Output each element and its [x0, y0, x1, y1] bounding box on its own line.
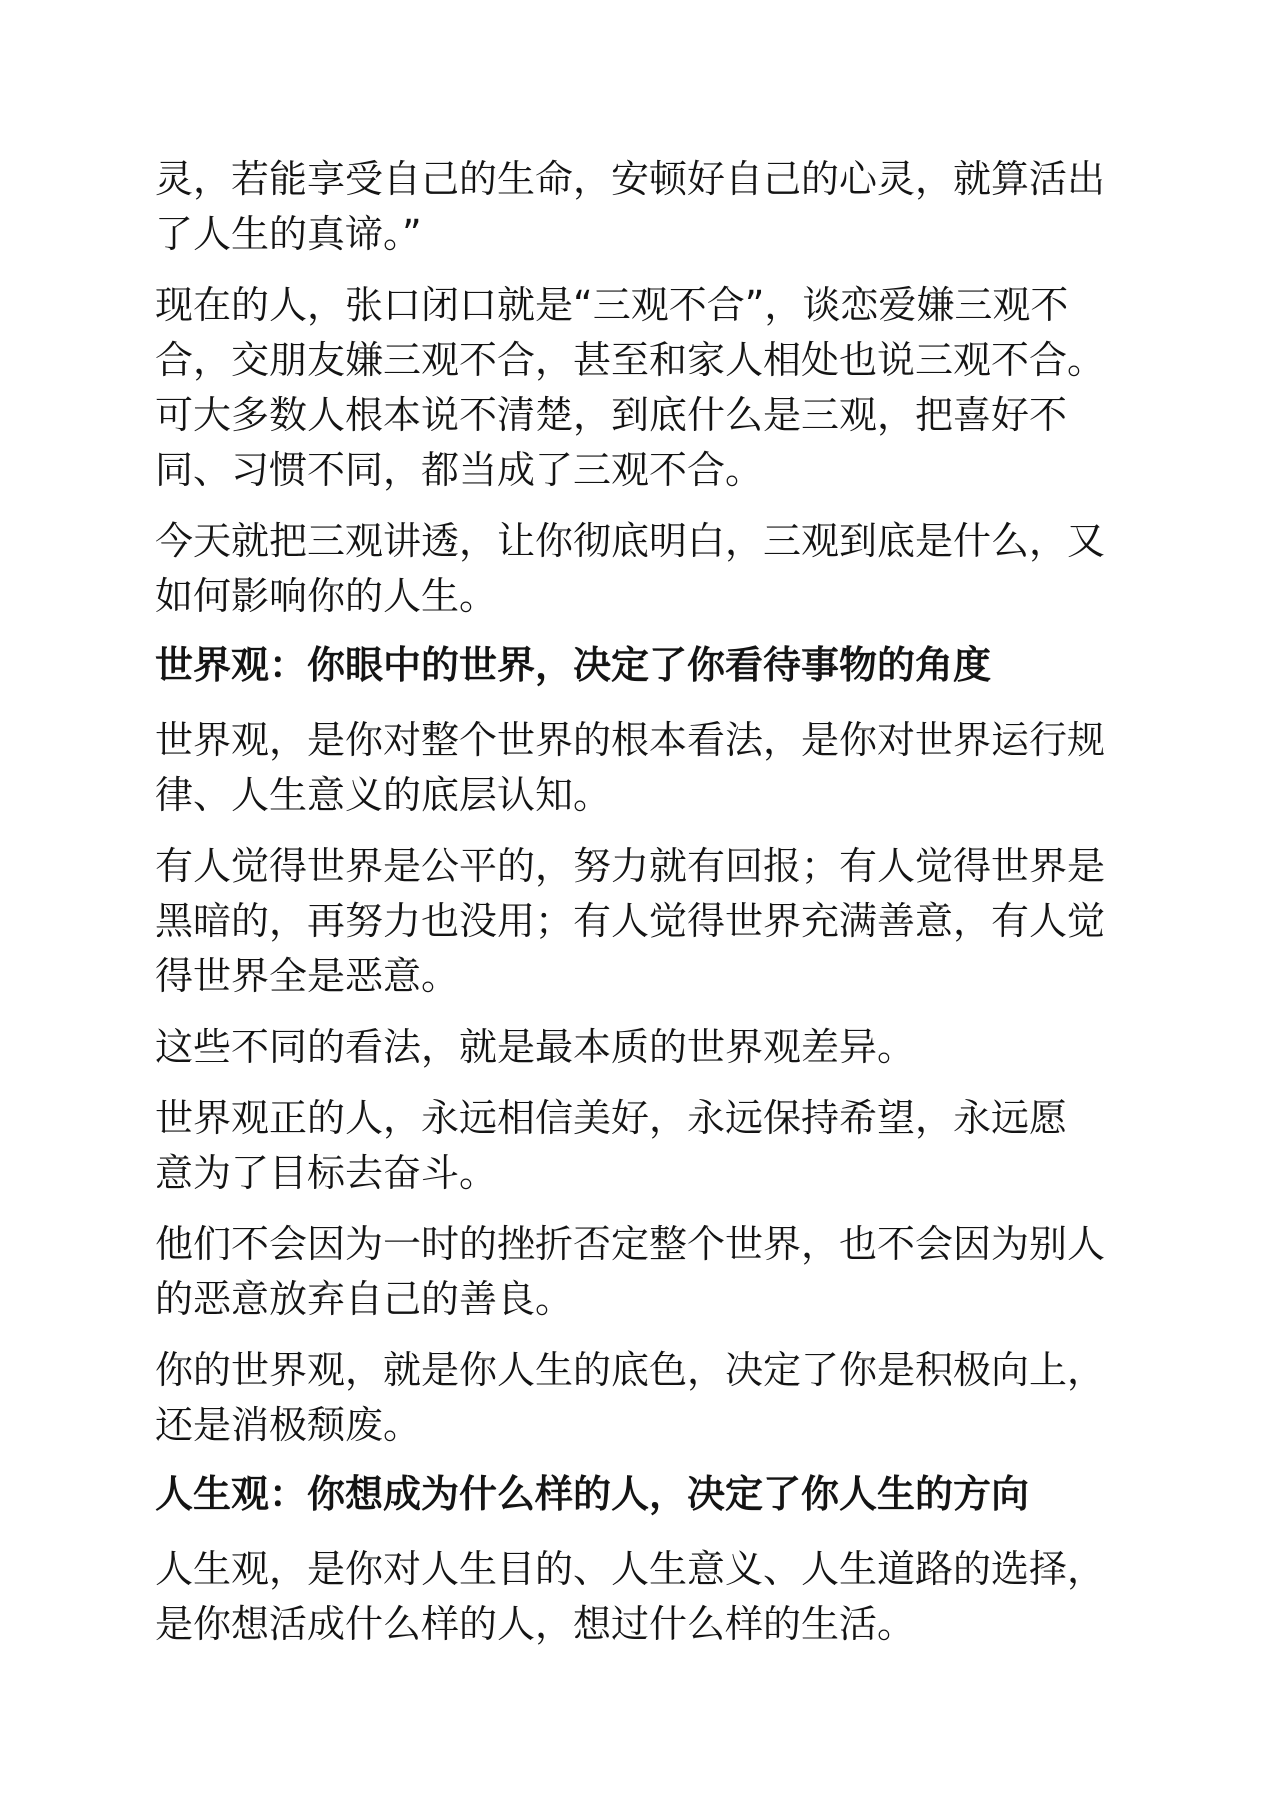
text-line: 律、人生意义的底层认知。 [155, 773, 612, 817]
text-line: 的恶意放弃自己的善良。 [155, 1277, 574, 1321]
article-body [155, 152, 1115, 1652]
paragraph-6 [155, 1020, 1115, 1075]
text-line: 是你想活成什么样的人，想过什么样的生活。 [155, 1602, 916, 1646]
section-heading-outlook-on-life: 人生观：你想成为什么样的人，决定了你人生的方向 [155, 1472, 1030, 1516]
paragraph-1 [155, 152, 1115, 262]
text-line: 有人觉得世界是公平的，努力就有回报；有人觉得世界是 [155, 844, 1106, 888]
paragraph-7 [155, 1091, 1115, 1201]
text-line: 如何影响你的人生。 [155, 574, 498, 618]
text-line: 同、习惯不同，都当成了三观不合。 [155, 448, 764, 492]
paragraph-8 [155, 1217, 1115, 1327]
text-line: 黑暗的，再努力也没用；有人觉得世界充满善意，有人觉 [155, 899, 1106, 943]
paragraph-3 [155, 514, 1115, 624]
paragraph-9 [155, 1343, 1115, 1453]
text-line: 得世界全是恶意。 [155, 954, 460, 998]
text-line: 你的世界观，就是你人生的底色，决定了你是积极向上， [155, 1348, 1106, 1392]
text-line: 合，交朋友嫌三观不合，甚至和家人相处也说三观不合。 [155, 338, 1106, 382]
paragraph-2 [155, 278, 1115, 498]
paragraph-10 [155, 1542, 1115, 1652]
text-line: 世界观正的人，永远相信美好，永远保持希望，永远愿 [155, 1096, 1068, 1140]
text-line: 人生观，是你对人生目的、人生意义、人生道路的选择， [155, 1547, 1106, 1591]
text-line: 灵，若能享受自己的生命，安顿好自己的心灵，就算活出 [155, 157, 1106, 201]
paragraph-4 [155, 713, 1115, 823]
text-line: 这些不同的看法，就是最本质的世界观差异。 [155, 1025, 916, 1069]
text-line: 世界观，是你对整个世界的根本看法，是你对世界运行规 [155, 718, 1106, 762]
text-line: 他们不会因为一时的挫折否定整个世界，也不会因为别人 [155, 1222, 1106, 1266]
text-line: 了人生的真谛。” [155, 212, 422, 256]
text-line: 今天就把三观讲透，让你彻底明白，三观到底是什么，又 [155, 519, 1106, 563]
text-line: 可大多数人根本说不清楚，到底什么是三观，把喜好不 [155, 393, 1068, 437]
text-line: 还是消极颓废。 [155, 1403, 422, 1447]
text-line: 意为了目标去奋斗。 [155, 1151, 498, 1195]
text-line: 现在的人，张口闭口就是“三观不合”，谈恋爱嫌三观不 [155, 283, 1069, 327]
section-heading-worldview: 世界观：你眼中的世界，决定了你看待事物的角度 [155, 643, 992, 687]
paragraph-5 [155, 839, 1115, 1004]
